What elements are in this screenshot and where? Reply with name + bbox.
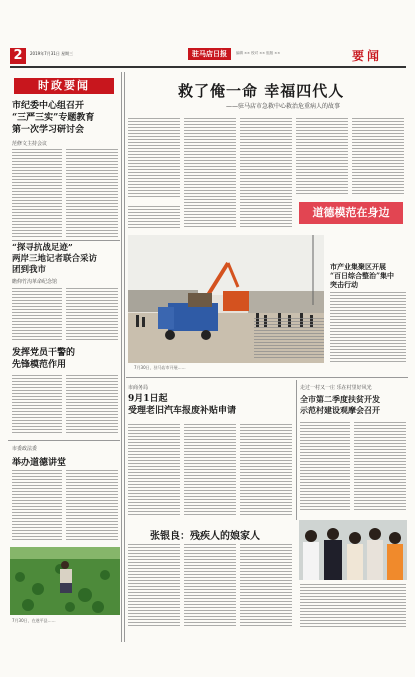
article-headline: 发挥党员干警的 先锋模范作用 xyxy=(12,348,76,370)
article-body xyxy=(66,149,118,237)
article-kicker: 市委政法委 xyxy=(12,446,38,452)
article-body xyxy=(66,470,118,540)
masthead: 驻马店日报 xyxy=(188,48,231,60)
article-headline: 全市第二季度扶贫开发 示范村建设观摩会召开 xyxy=(300,394,380,415)
divider xyxy=(8,440,120,441)
article-body xyxy=(240,424,292,516)
article-body xyxy=(12,149,62,237)
article-body xyxy=(66,375,118,435)
photo-caption: 7月30日，驻马店市开展…… xyxy=(134,365,186,370)
article-body xyxy=(240,118,292,228)
article-headline: “探寻抗战足迹” 两岸三地记者联合采访 团到我市 xyxy=(12,243,98,275)
column-divider xyxy=(124,72,125,642)
article-body xyxy=(254,318,324,358)
editor-meta: 编辑 ×× 校对 ×× 组版 ×× xyxy=(236,51,281,55)
article-headline: 9月1日起 受理老旧汽车报废补贴申请 xyxy=(128,394,237,416)
article-body xyxy=(66,288,118,340)
article-body xyxy=(12,288,62,340)
article-body xyxy=(184,118,236,228)
column-divider xyxy=(121,72,122,642)
article-body xyxy=(128,544,180,628)
article-body xyxy=(184,424,236,516)
article-headline: 举办道德讲堂 xyxy=(12,458,67,468)
lead-headline: 救了俺一命 幸福四代人 xyxy=(178,82,345,100)
article-body xyxy=(12,375,62,435)
section-title: 要闻 xyxy=(352,49,383,63)
header-rule xyxy=(10,66,406,68)
divider xyxy=(126,377,408,378)
article-body xyxy=(184,544,236,628)
article-body xyxy=(128,206,180,228)
article-body xyxy=(330,292,406,364)
crowd-photo xyxy=(299,520,407,580)
article-body xyxy=(128,424,180,516)
article-body xyxy=(300,584,406,628)
article-subline: 瞻仰竹沟革命纪念馆 xyxy=(12,279,58,285)
article-kicker: 走过一村又一庄 乐在村里好风光 xyxy=(300,385,372,391)
article-body xyxy=(128,118,180,198)
photo-caption: 7月30日，在遂平县…… xyxy=(12,618,56,623)
crowd-photo-image xyxy=(299,520,407,580)
article-body xyxy=(240,544,292,628)
article-body xyxy=(296,118,348,196)
article-kicker: 市商务局 xyxy=(128,385,149,391)
issue-date: 2019年7月31日 星期三 xyxy=(30,51,74,56)
article-subline: 范修文主持会议 xyxy=(12,141,48,147)
article-headline: 市产业集聚区开展 “百日综合整治”集中 突击行动 xyxy=(330,262,395,289)
article-headline: 市纪委中心组召开 “三严三实”专题教育 第一次学习研讨会 xyxy=(12,101,95,135)
article-body xyxy=(300,422,350,512)
article-body xyxy=(352,118,404,196)
article-body xyxy=(354,422,406,512)
lead-subline: ——驻马店市急救中心救治危重病人的故事 xyxy=(226,103,341,110)
divider xyxy=(12,240,120,241)
feature-banner: 道德模范在身边 xyxy=(299,202,403,224)
news-box-title: 时政要闻 xyxy=(14,78,114,94)
field-photo-image xyxy=(10,547,120,615)
page-number: 2 xyxy=(10,48,26,64)
article-headline: 张银良：残疾人的娘家人 xyxy=(150,531,260,542)
column-divider xyxy=(296,380,297,520)
field-photo xyxy=(10,547,120,615)
article-body xyxy=(12,470,62,540)
